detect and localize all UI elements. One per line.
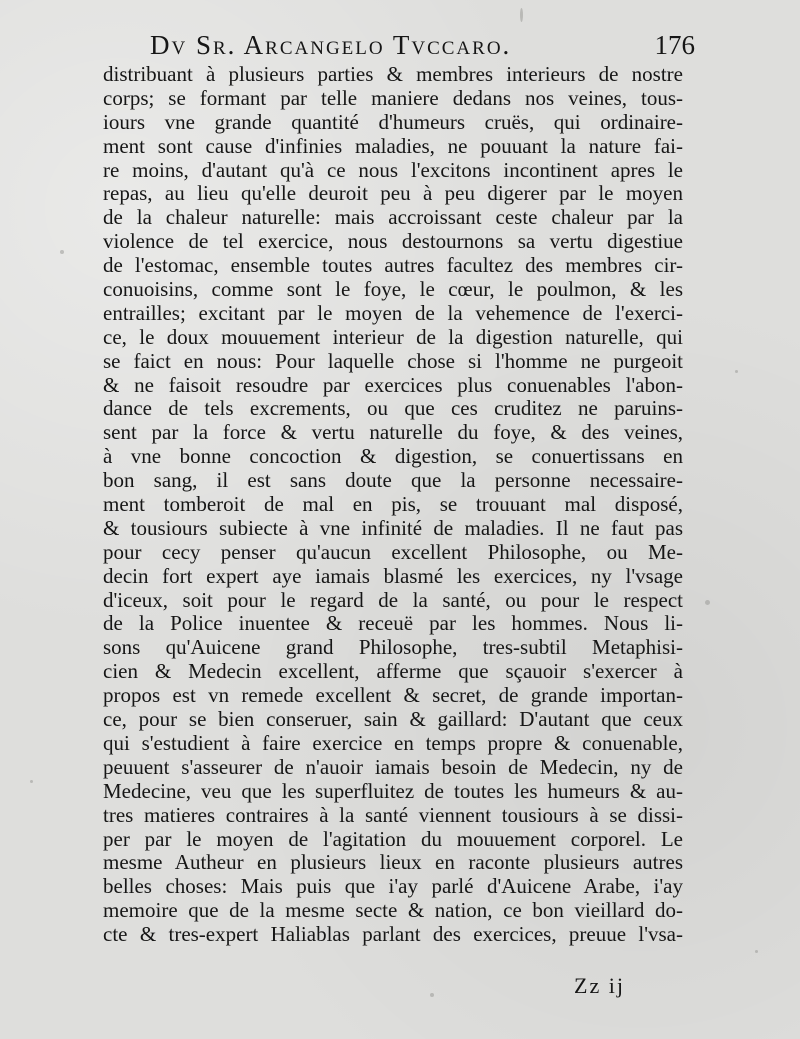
text-line: & ne faisoit resoudre par exercices plus conuenables l'abon- xyxy=(103,373,683,397)
text-line: sent par la force & vertu naturelle du foye, & des veines, xyxy=(103,421,683,445)
text-line: se faict en nous: Pour laquelle chose si l'homme ne purgeoit xyxy=(103,349,683,373)
text-line: dance de tels excrements, ou que ces cruditez ne paruins- xyxy=(103,397,683,421)
text-line: ment sont cause d'infinies maladies, ne pouuant la nature fai- xyxy=(103,134,683,158)
text-line: entrailles; excitant par le moyen de la vehemence de l'exerci- xyxy=(103,301,683,325)
text-line: ce, le doux mouuement interieur de la digestion naturelle, qui xyxy=(103,325,683,349)
paper-speck xyxy=(755,950,758,953)
body-text xyxy=(103,63,683,947)
text-line: belles choses: Mais puis que i'ay parlé d'Auicene Arabe, i'ay xyxy=(103,875,683,899)
text-line: sons qu'Auicene grand Philosophe, tres-subtil Metaphisi- xyxy=(103,636,683,660)
text-line: corps; se formant par telle maniere dedans nos veines, tous- xyxy=(103,86,683,110)
paper-speck xyxy=(430,993,434,997)
text-line: repas, au lieu qu'elle deuroit peu à peu digerer par le moyen xyxy=(103,182,683,206)
text-line: qui s'estudient à faire exercice en temps propre & conuenable, xyxy=(103,731,683,755)
text-line: ment tomberoit de mal en pis, se trouuant mal disposé, xyxy=(103,493,683,517)
text-line: ce, pour se bien conseruer, sain & gaillard: D'autant que ceux xyxy=(103,708,683,732)
text-line: Medecine, veu que les superfluitez de toutes les humeurs & au- xyxy=(103,779,683,803)
text-line: pour cecy penser qu'aucun excellent Philosophe, ou Me- xyxy=(103,540,683,564)
text-line: iours vne grande quantité d'humeurs cruës, qui ordinaire- xyxy=(103,110,683,134)
paper-speck xyxy=(705,600,710,605)
paper-speck xyxy=(520,8,523,22)
text-line: distribuant à plusieurs parties & membres interieurs de nostre xyxy=(103,63,683,86)
text-line: de la Police inuentee & receuë par les hommes. Nous li- xyxy=(103,612,683,636)
text-line: de la chaleur naturelle: mais accroissant ceste chaleur par la xyxy=(103,206,683,230)
text-line: d'iceux, soit pour le regard de la santé, ou pour le respect xyxy=(103,588,683,612)
text-line: decin fort expert aye iamais blasmé les exercices, ny l'vsage xyxy=(103,564,683,588)
text-line: cte & tres-expert Haliablas parlant des exercices, preuue l'vsa- xyxy=(103,923,683,947)
text-line: violence de tel exercice, nous destournons sa vertu digestiue xyxy=(103,230,683,254)
running-title: Dv Sr. Arcangelo Tvccaro. xyxy=(150,30,512,60)
text-line: per par le moyen de l'agitation du mouuement corporel. Le xyxy=(103,827,683,851)
text-line: bon sang, il est sans doute que la personne necessaire- xyxy=(103,469,683,493)
text-line: tres matieres contraires à la santé viennent tousiours à se dissi- xyxy=(103,803,683,827)
paper-speck xyxy=(735,370,738,373)
text-line: conuoisins, comme sont le foye, le cœur, le poulmon, & les xyxy=(103,278,683,302)
text-line: peuuent s'asseurer de n'auoir iamais besoin de Medecin, ny de xyxy=(103,755,683,779)
page-number: 176 xyxy=(654,30,695,60)
paper-speck xyxy=(30,780,33,783)
text-line: à vne bonne concoction & digestion, se conuertissans en xyxy=(103,445,683,469)
text-line: propos est vn remede excellent & secret, de grande importan- xyxy=(103,684,683,708)
signature-mark: Zz ij xyxy=(574,973,625,998)
text-line: memoire que de la mesme secte & nation, ce bon vieillard do- xyxy=(103,899,683,923)
text-line: & tousiours subiecte à vne infinité de maladies. Il ne faut pas xyxy=(103,516,683,540)
text-line: mesme Autheur en plusieurs lieux en raconte plusieurs autres xyxy=(103,851,683,875)
text-line: re moins, d'autant qu'à ce nous l'excitons incontinent apres le xyxy=(103,158,683,182)
text-line: cien & Medecin excellent, afferme que sçauoir s'exercer à xyxy=(103,660,683,684)
text-line: de l'estomac, ensemble toutes autres facultez des membres cir- xyxy=(103,254,683,278)
paper-speck xyxy=(60,250,64,254)
